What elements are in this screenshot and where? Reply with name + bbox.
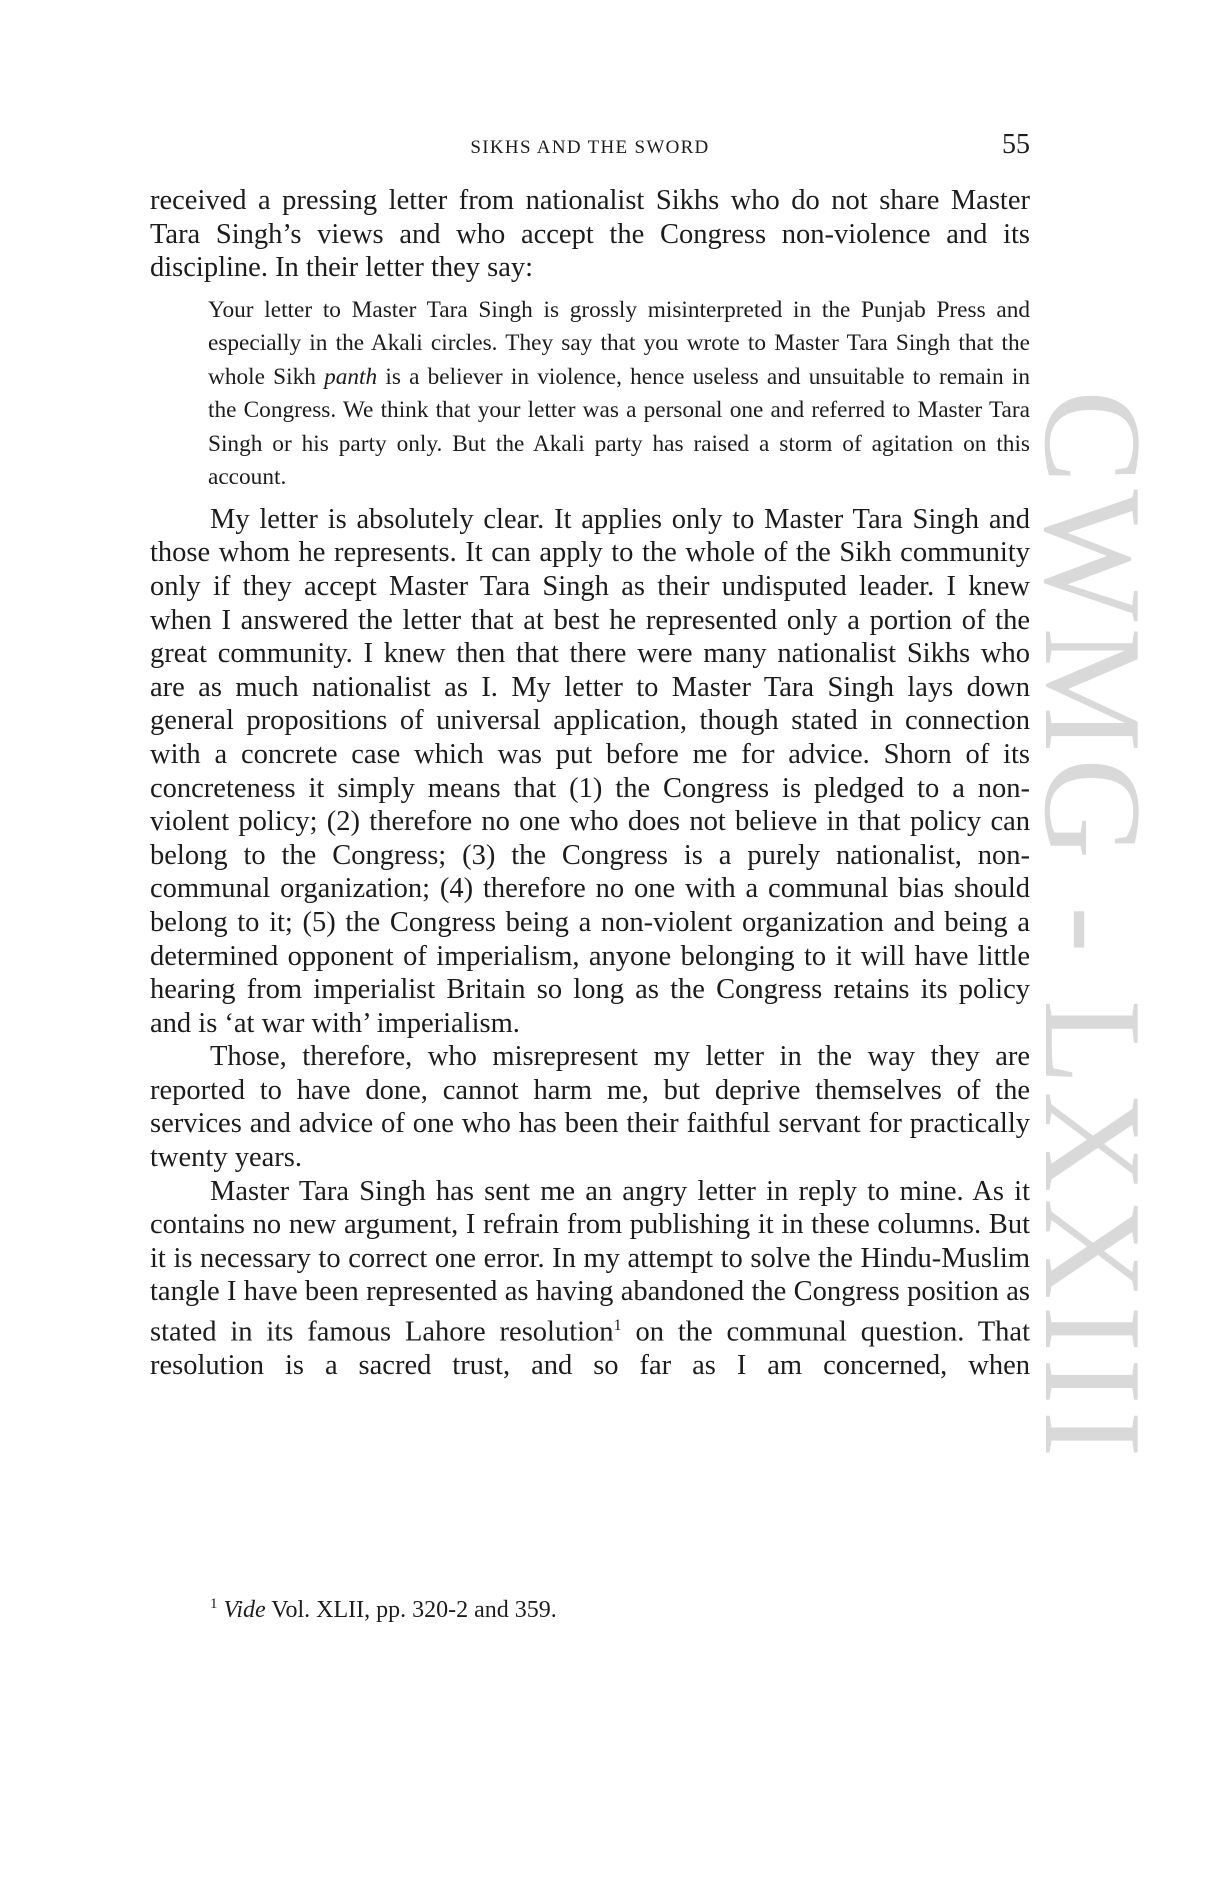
body-text	[150, 184, 1030, 1383]
quote-text-a: Your letter to Master Tara Singh is grossly misinterpreted in the Punjab Press and especially in the Akali circles. They say that you wrote to Master Tara Singh that the whole Sikh	[208, 296, 1030, 390]
footnote-vide: Vide	[223, 1597, 266, 1623]
paragraph-2: My letter is absolutely clear. It applies only to Master Tara Singh and those whom he represents. It can apply to the whole of the Sikh community only if they accept Master Tara Singh as their undisputed leader. I knew when I answered the letter that at best he represented only a portion of the great community. I knew then that there were many nationalist Sikhs who are as much nationalist as I. My letter to Master Tara Singh lays down general propositions of universal application, though stated in connection with a concrete case which was put before me for advice. Shorn of its concreteness it simply means that (1) the Congress is pledged to a non-violent policy; (2) therefore no one who does not believe in that policy can belong to the Congress; (3) the Congress is a purely nationalist, non-communal organization; (4) therefore no one with a communal bias should belong to it; (5) the Congress being a non-violent organization and being a determined opponent of imperialism, anyone belonging to it will have little hearing from imperialist Britain so long as the Congress retains its policy and is ‘at war with’ imperialism.	[150, 503, 1030, 1039]
page-number: 55	[1002, 129, 1030, 160]
quote-italic: panth	[324, 363, 378, 390]
footnote-text: Vol. XLII, pp. 320-2 and 359.	[265, 1597, 557, 1623]
footnote-ref: 1	[613, 1317, 622, 1335]
paragraph-1: received a pressing letter from nationalist Sikhs who do not share Master Tara Singh’s views and who accept the Congress non-violence and its discipline. In their letter they say:	[150, 185, 1030, 284]
paragraph-4	[150, 1175, 1030, 1383]
block-quote	[208, 294, 1030, 495]
footnote	[210, 1596, 557, 1624]
page-header	[150, 129, 1030, 169]
running-head: SIKHS AND THE SWORD	[470, 137, 710, 158]
paragraph-3: Those, therefore, who misrepresent my letter in the way they are reported to have done, cannot harm me, but deprive themselves of the services and advice of one who has been their faithful servant for practically twenty years.	[150, 1041, 1030, 1174]
watermark: CWMG - LXXIII	[1015, 390, 1170, 1464]
paragraph-4-text-a: Master Tara Singh has sent me an angry letter in reply to mine. As it contains no new argument, I refrain from publishing it in these columns. But it is necessary to correct one error. In my attempt to solve the Hindu-Muslim tangle I have been represented as having abandoned the Congress position as stated in its famous Lahore resolution	[150, 1175, 1030, 1348]
footnote-marker: 1	[210, 1596, 218, 1612]
quote-text-b: is a believer in violence, hence useless and unsuitable to remain in the Congress. We think that your letter was a personal one and referred to Master Tara Singh or his party only. But the Akali party has raised a storm of agitation on this account.	[208, 363, 1030, 491]
paragraph-4-text-b: on the communal question. That resolution is a sacred trust, and so far as I am concerned, when	[150, 1316, 1030, 1382]
